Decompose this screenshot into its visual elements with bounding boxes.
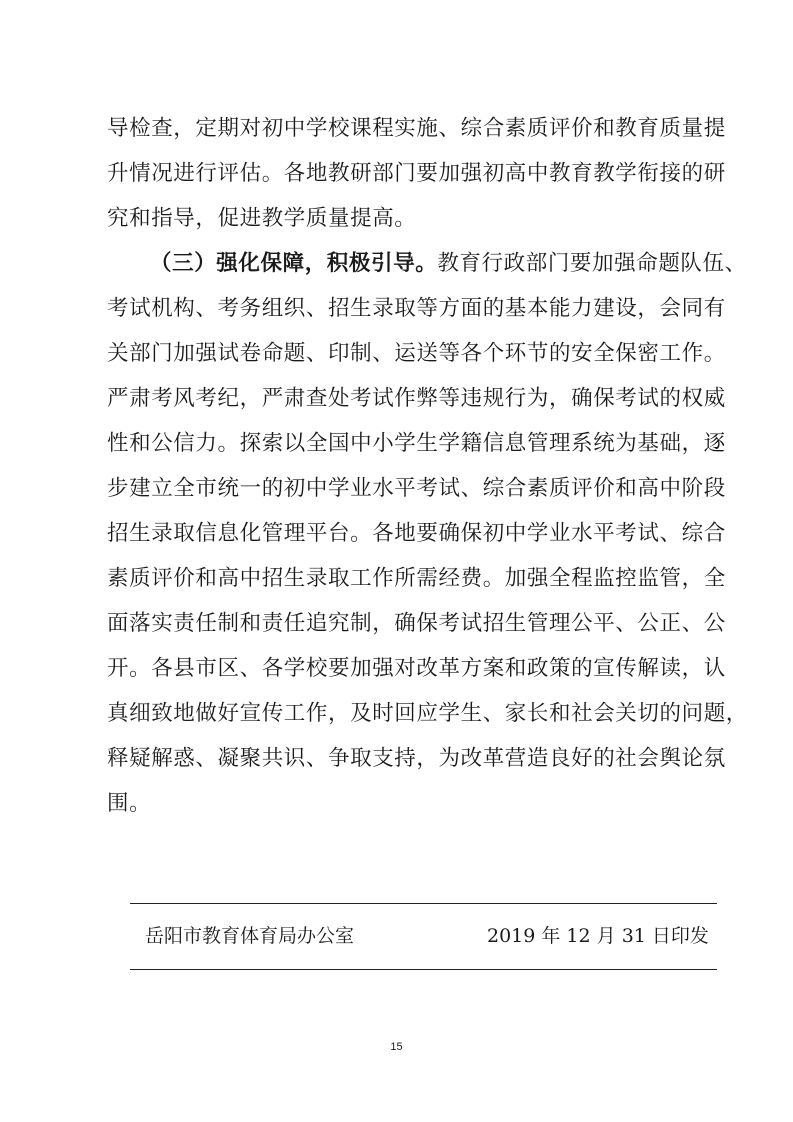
page-number: 15 xyxy=(390,1041,403,1053)
body-line: 性和公信力。探索以全国中小学生学籍信息管理系统为基础，逐 xyxy=(107,431,726,456)
body-line: 围。 xyxy=(107,791,152,816)
footer-top-rule xyxy=(130,903,717,904)
body-line: 升情况进行评估。各地教研部门要加强初高中教育教学衔接的研 xyxy=(107,161,726,186)
footer-issuer: 岳阳市教育体育局办公室 xyxy=(145,925,355,947)
body-line: 导检查，定期对初中学校课程实施、综合素质评价和教育质量提 xyxy=(107,116,726,141)
section-heading: （三）强化保障，积极引导。 xyxy=(150,251,438,276)
body-line: 招生录取信息化管理平台。各地要确保初中学业水平考试、综合 xyxy=(107,521,726,546)
body-line: 面落实责任制和责任追究制，确保考试招生管理公平、公正、公 xyxy=(107,611,726,636)
body-line: 释疑解惑、凝聚共识、争取支持，为改革营造良好的社会舆论氛 xyxy=(107,746,726,771)
body-line: 素质评价和高中招生录取工作所需经费。加强全程监控监管，全 xyxy=(107,566,726,591)
body-line: 考试机构、考务组织、招生录取等方面的基本能力建设，会同有 xyxy=(107,296,726,321)
body-line: 步建立全市统一的初中学业水平考试、综合素质评价和高中阶段 xyxy=(107,476,726,501)
body-line: 究和指导，促进教学质量提高。 xyxy=(107,206,417,231)
body-line: 真细致地做好宣传工作，及时回应学生、家长和社会关切的问题， xyxy=(107,701,748,726)
body-line: 开。各县市区、各学校要加强对改革方案和政策的宣传解读，认 xyxy=(107,656,726,681)
section-text: 教育行政部门要加强命题队伍、 xyxy=(437,251,747,276)
footer-date: 2019 年 12 月 31 日印发 xyxy=(487,925,709,947)
body-line: 严肃考风考纪，严肃查处考试作弊等违规行为，确保考试的权威 xyxy=(107,386,726,411)
footer-bottom-rule xyxy=(130,969,717,970)
body-line: 关部门加强试卷命题、印制、运送等各个环节的安全保密工作。 xyxy=(107,341,726,366)
section-paragraph-first-line xyxy=(150,253,750,275)
